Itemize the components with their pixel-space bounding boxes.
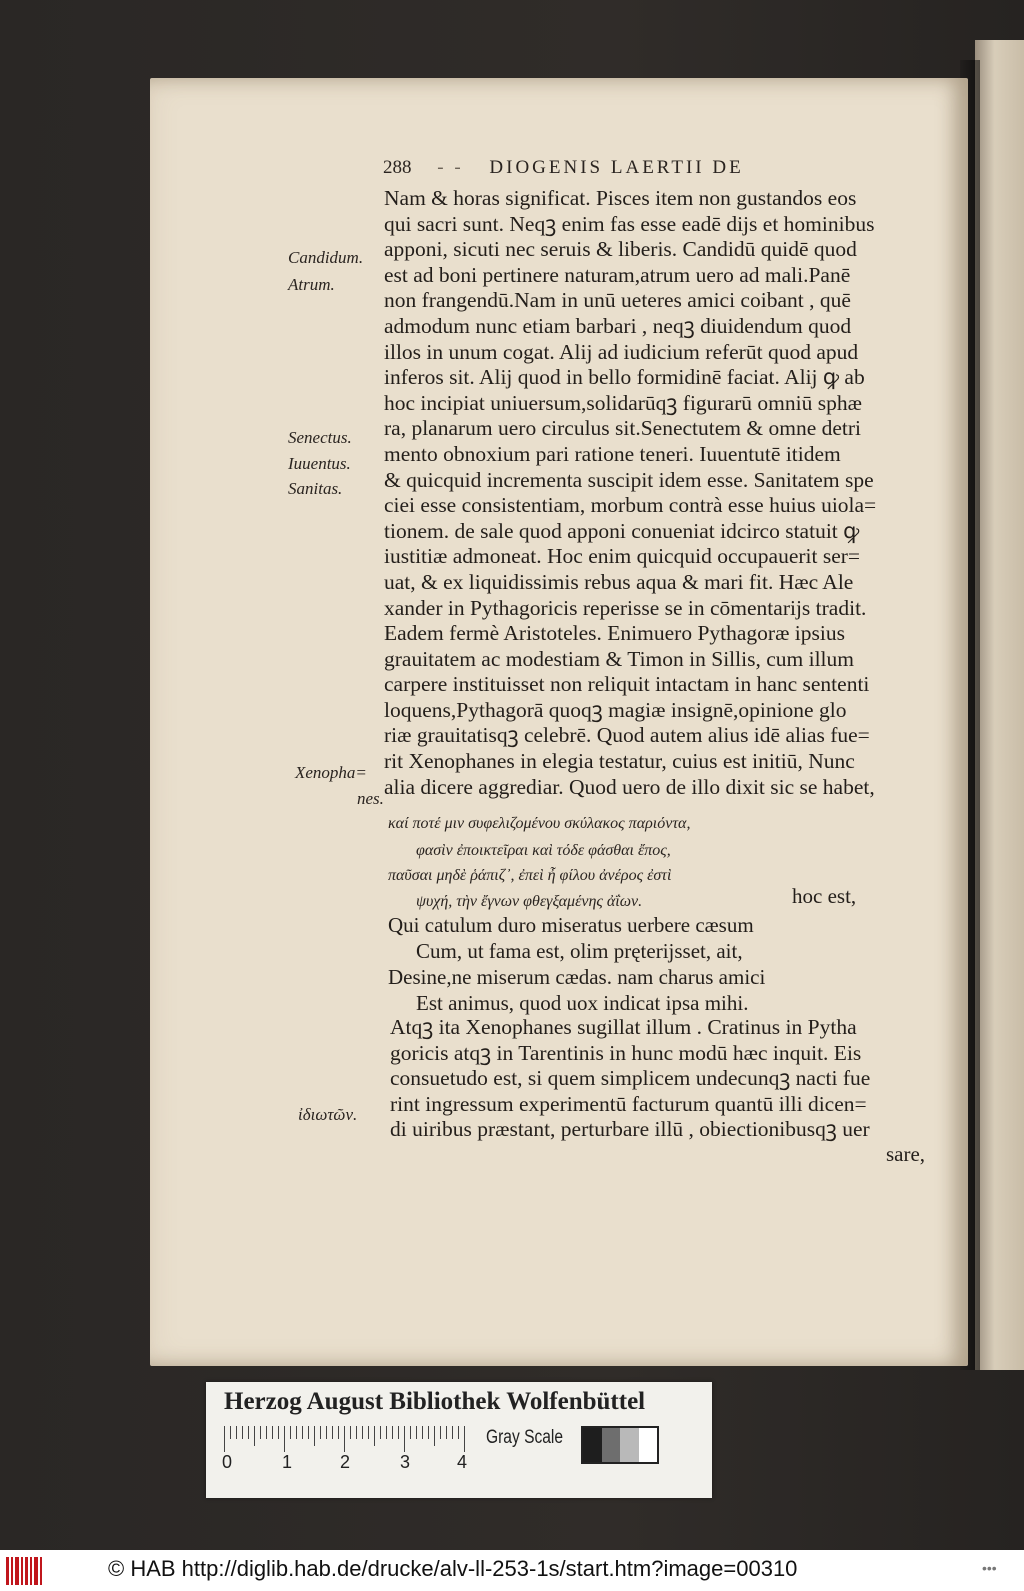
running-head xyxy=(383,157,863,185)
ruler-tick xyxy=(254,1426,255,1446)
ruler-tick xyxy=(314,1426,315,1446)
body-line: Eadem fermè Aristoteles. Enimuero Pythagoræ ipsius xyxy=(384,621,845,646)
scale-number: 0 xyxy=(222,1452,233,1472)
margin-note-atrum: Atrum. xyxy=(288,275,335,294)
ruler-tick xyxy=(236,1426,237,1439)
ruler-tick xyxy=(428,1426,429,1439)
body-line: loquens,Pythagorā quoqꝫ magiæ insignē,opinione glo xyxy=(384,697,847,722)
body-line: uat, & ex liquidissimis rebus aqua & mari fit. Hæc Ale xyxy=(384,569,854,594)
body-line: ciei esse consistentiam, morbum contrà esse huius uiola= xyxy=(384,493,877,518)
body-line: iustitiæ admoneat. Hoc enim quicquid occupauerit ser= xyxy=(384,544,861,569)
scale-number: 2 xyxy=(340,1452,351,1472)
ruler-tick xyxy=(332,1426,333,1439)
ruler-tick xyxy=(296,1426,297,1439)
margin-note-xenophanes-1: Xenopha= xyxy=(295,763,367,782)
ruler-tick xyxy=(434,1426,435,1446)
ruler-tick xyxy=(302,1426,303,1439)
ruler-tick xyxy=(350,1426,351,1439)
greek-line: φασὶν ἐποικτεῖραι καὶ τόδε φάσθαι ἔπος, xyxy=(416,842,671,859)
margin-note-sanitas: Sanitas. xyxy=(288,479,343,498)
body-line: est ad boni pertinere naturam,atrum uero ad mali.Panē xyxy=(384,262,851,287)
body-line: mento obnoxium pari ratione teneri. Iuuentutē itidem xyxy=(384,441,841,466)
page-number: 288 xyxy=(383,157,412,178)
ruler-tick xyxy=(446,1426,447,1439)
body-line: grauitatem ac modestiam & Timon in Sillis, cum illum xyxy=(384,646,854,671)
body-line: Nam & horas significat. Pisces item non gustandos eos xyxy=(384,186,857,210)
verse-line: Est animus, quod uox indicat ipsa mihi. xyxy=(416,991,749,1015)
greek-line: παῦσαι μηδὲ ῥάπιζ᾽, ἐπεὶ ἦ φίλου ἀνέρος ἐστὶ xyxy=(388,867,672,884)
library-name: Herzog August Bibliothek Wolfenbüttel xyxy=(224,1388,646,1415)
body-line: hoc incipiat uniuersum,solidarūqꝫ figurarū omniū sphæ xyxy=(384,390,862,415)
ruler-tick xyxy=(266,1426,267,1439)
body-line: & quicquid incrementa suscipit idem esse. Sanitatem spe xyxy=(384,467,874,492)
ruler-tick xyxy=(374,1426,375,1446)
body-line: non frangendū.Nam in unū ueteres amici coibant , quē xyxy=(384,288,851,313)
body-line: goricis atqꝫ in Tarentinis in hunc modū hæc inquit. Eis xyxy=(390,1040,862,1065)
ruler-tick xyxy=(242,1426,243,1439)
body-line: apponi, sicuti nec seruis & liberis. Candidū quidē quod xyxy=(384,237,857,262)
ruler-tick xyxy=(464,1426,465,1452)
body-line: xander in Pythagoricis reperisse se in cōmentarijs tradit. xyxy=(384,595,867,620)
body-line: alia dicere aggrediar. Quod uero de illo dixit sic se habet, xyxy=(384,774,875,799)
tail-paragraph xyxy=(390,1015,950,1143)
body-line: admodum nunc etiam barbari , neqꝫ diuidendum quod xyxy=(384,313,852,338)
verse-line: Qui catulum duro miseratus uerbere cæsum xyxy=(388,913,754,937)
reference-card xyxy=(206,1382,712,1498)
facing-page-edge xyxy=(975,40,1024,1370)
swatch xyxy=(602,1428,621,1462)
body-line: ra, planarum uero circulus sit.Senectutem & omne detri xyxy=(384,416,862,441)
scale-number: 4 xyxy=(457,1452,468,1472)
body-line: carpere instituisset non reliquit intactam in hanc sententi xyxy=(384,672,870,697)
margin-note-senectus: Senectus. xyxy=(288,428,352,447)
running-head-title: DIOGENIS LAERTII DE xyxy=(489,157,744,178)
scale-number: 1 xyxy=(282,1452,293,1472)
ruler-tick xyxy=(368,1426,369,1439)
ruler-tick xyxy=(338,1426,339,1439)
gray-scale-label: Gray Scale xyxy=(486,1427,564,1448)
body-line: di uiribus præstant, perturbare illū , obiectionibusqꝫ uer xyxy=(390,1117,870,1142)
gray-scale-swatches xyxy=(581,1426,659,1464)
ruler-tick xyxy=(320,1426,321,1439)
swatch xyxy=(620,1428,639,1462)
ruler-tick xyxy=(344,1426,345,1452)
greek-line: καί ποτέ μιν συφελιζομένου σκύλακος παριόντα, xyxy=(388,815,691,832)
body-line: rit Xenophanes in elegia testatur, cuius est initiū, Nunc xyxy=(384,749,855,774)
catchword: sare, xyxy=(886,1142,926,1166)
ruler-tick xyxy=(362,1426,363,1439)
body-line: qui sacri sunt. Neqꝫ enim fas esse eadē dijs et hominibus xyxy=(384,211,875,236)
ruler-tick xyxy=(410,1426,411,1439)
margin-note-greek: ἰδιωτῶν. xyxy=(298,1105,358,1124)
ruler-tick xyxy=(458,1426,459,1439)
scale-number: 3 xyxy=(400,1452,411,1472)
ruler-tick xyxy=(392,1426,393,1439)
margin-note-iuuentus: Iuuentus. xyxy=(288,454,351,473)
ruler-tick xyxy=(272,1426,273,1439)
ruler-tick xyxy=(398,1426,399,1439)
ruler-tick xyxy=(326,1426,327,1439)
ruler-tick xyxy=(440,1426,441,1439)
margin-note-xenophanes-2: nes. xyxy=(357,789,384,808)
ruler-tick xyxy=(404,1426,405,1452)
ruler-tick xyxy=(356,1426,357,1439)
ruler-tick xyxy=(278,1426,279,1439)
body-line: riæ grauitatisqꝫ celebrē. Quod autem alius idē alias fue= xyxy=(384,723,870,748)
ruler-tick xyxy=(422,1426,423,1439)
running-head-dash: - - xyxy=(437,157,464,178)
swatch xyxy=(639,1428,658,1462)
swatch xyxy=(583,1428,602,1462)
ruler-tick xyxy=(416,1426,417,1439)
greek-line: ψυχή, τὴν ἔγνων φθεγξαμένης ἀΐων. xyxy=(416,893,643,910)
ruler-tick xyxy=(224,1426,225,1452)
ruler-tick xyxy=(386,1426,387,1439)
footer-link[interactable]: © HAB http://diglib.hab.de/drucke/alv-ll-253-1s/start.htm?image=00310 xyxy=(108,1556,798,1581)
hoc-est: hoc est, xyxy=(792,884,857,908)
verse-line: Cum, ut fama est, olim pręterijsset, ait, xyxy=(416,939,743,963)
ruler-tick xyxy=(308,1426,309,1439)
barcode-logo-icon xyxy=(6,1555,46,1587)
footer-dots: ••• xyxy=(982,1560,997,1576)
ruler-tick xyxy=(260,1426,261,1439)
verse-line: Desine,ne miserum cædas. nam charus amici xyxy=(388,965,766,989)
margin-note-candidum: Candidum. xyxy=(288,248,364,267)
ruler-tick xyxy=(452,1426,453,1439)
body-line: inferos sit. Alij quod in bello formidinē faciat. Alij ꝙ ab xyxy=(384,365,865,390)
ruler-tick xyxy=(380,1426,381,1439)
body-line: tionem. de sale quod apponi conueniat idcirco statuit ꝙ xyxy=(384,518,860,543)
ruler-tick xyxy=(230,1426,231,1439)
ruler-tick xyxy=(290,1426,291,1439)
body-text xyxy=(384,186,944,800)
body-line: consuetudo est, si quem simplicem undecunqꝫ nacti fue xyxy=(390,1066,871,1091)
body-line: illos in unum cogat. Alij ad iudicium referūt quod apud xyxy=(384,339,859,364)
ruler-tick xyxy=(284,1426,285,1452)
body-line: Atqꝫ ita Xenophanes sugillat illum . Cratinus in Pytha xyxy=(390,1015,857,1039)
body-line: rint ingressum experimentū facturum quantū illi dicen= xyxy=(390,1091,867,1116)
ruler-tick xyxy=(248,1426,249,1439)
